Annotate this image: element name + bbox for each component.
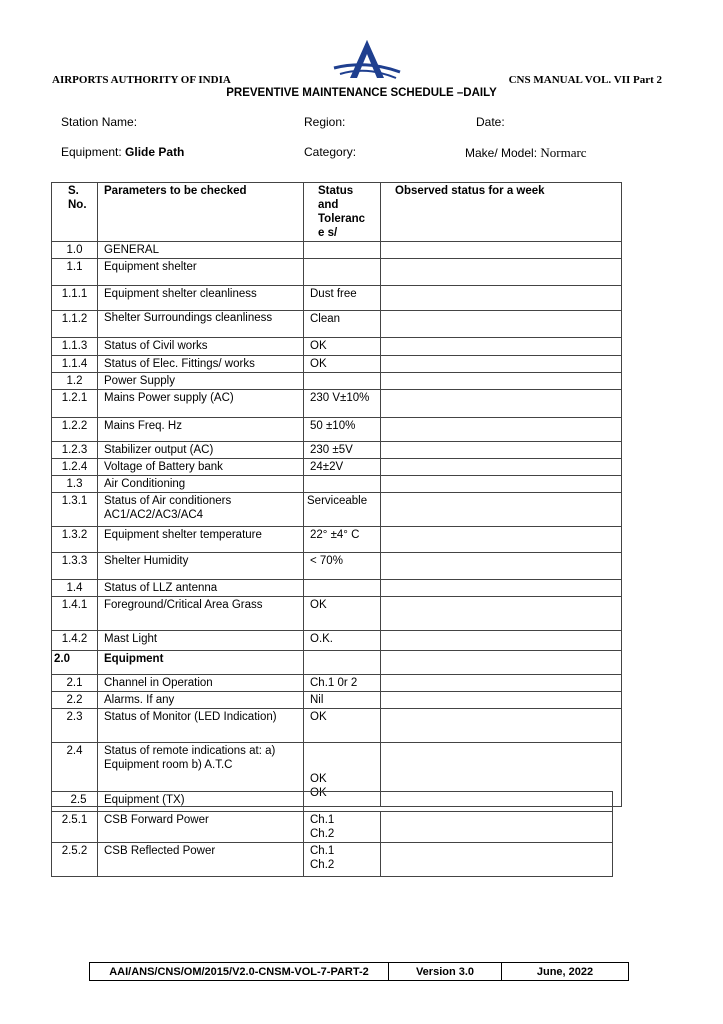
org-name: AIRPORTS AUTHORITY OF INDIA [52,74,231,86]
row-status: Serviceable [304,493,381,527]
row-no: 2.5.1 [52,812,98,843]
row-observed [381,311,622,338]
status-line-2: Ch.2 [310,828,335,840]
row-param: Status of LLZ antenna [98,580,304,597]
row-status: OK [304,356,381,373]
table-row [52,651,622,675]
row-no: 1.3.1 [52,493,98,527]
row-param: Status of Monitor (LED Indication) [98,709,304,743]
row-no: 1.4 [52,580,98,597]
row-status: Ch.1 0r 2 [304,675,381,692]
row-status: Clean [304,311,381,338]
row-status: 22° ±4° C [304,527,381,553]
row-no: 1.4.2 [52,631,98,651]
row-no: 1.3.3 [52,553,98,580]
row-observed [381,259,622,286]
equipment-label: Equipment: [61,145,126,159]
equipment-line [61,145,184,159]
table-row [52,373,622,390]
row-no: 1.2.4 [52,459,98,476]
table-row [52,843,613,877]
row-observed [381,286,622,311]
row-status: < 70% [304,553,381,580]
row-no: 1.2.1 [52,390,98,418]
row-observed [381,709,622,743]
row-no: 1.2.2 [52,418,98,442]
table-row [52,286,622,311]
row-param: Status of Civil works [98,338,304,356]
region-label: Region: [304,115,346,129]
page-title: PREVENTIVE MAINTENANCE SCHEDULE –DAILY [226,87,497,99]
row-no: 1.1.3 [52,338,98,356]
row-observed [381,493,622,527]
row-observed [381,692,622,709]
row-no: 2.5.2 [52,843,98,877]
row-observed [381,476,622,493]
table-row [52,709,622,743]
row-param: Mains Power supply (AC) [98,390,304,418]
row-observed [381,527,622,553]
manual-title: CNS MANUAL VOL. VII Part 2 [508,74,662,86]
row-param: Power Supply [98,373,304,390]
row-param: Mains Freq. Hz [98,418,304,442]
row-status [304,476,381,493]
table-row [52,692,622,709]
row-observed [381,442,622,459]
row-param: Stabilizer output (AC) [98,442,304,459]
row-status: Nil [304,692,381,709]
row-status: 230 V±10% [304,390,381,418]
row-no: 2.3 [52,709,98,743]
table-row [52,390,622,418]
row-no: 1.3.2 [52,527,98,553]
row-param: Status of Elec. Fittings/ works [98,356,304,373]
row-observed [381,356,622,373]
row-no: 2.1 [52,675,98,692]
row-no: 1.1.4 [52,356,98,373]
footer-version: Version 3.0 [389,963,502,980]
row-status [304,373,381,390]
row-status: Dust free [304,286,381,311]
status-line-2: Ch.2 [310,859,335,871]
row-observed [381,373,622,390]
row-param: Shelter Surroundings cleanliness [98,311,304,338]
row-param: Equipment shelter [98,259,304,286]
row-param: Equipment shelter cleanliness [98,286,304,311]
row-no: 2.4 [52,743,98,807]
table-header-row [52,183,622,242]
row-no: 2.5 [52,792,98,812]
footer-doc-code: AAI/ANS/CNS/OM/2015/V2.0-CNSM-VOL-7-PART-2 [90,963,389,980]
row-param: Alarms. If any [98,692,304,709]
table-row [52,553,622,580]
table-row [52,493,622,527]
status-line-2: OK [310,787,327,799]
row-param: Equipment [98,651,304,675]
row-status [304,792,613,812]
row-param: Status of remote indications at: a) Equipment room b) A.T.C [98,743,304,807]
footer-date: June, 2022 [536,965,594,978]
row-status [304,259,381,286]
row-no: 1.2 [52,373,98,390]
row-param: GENERAL [98,242,304,259]
row-param: Shelter Humidity [98,553,304,580]
status-line-1: Ch.1 [310,845,335,857]
table-row [52,442,622,459]
row-no: 1.0 [52,242,98,259]
table-row [52,812,613,843]
row-observed [381,597,622,631]
row-param: Voltage of Battery bank [98,459,304,476]
table-row [52,418,622,442]
row-param: CSB Forward Power [98,812,304,843]
row-no: 2.0 [52,651,98,675]
table-row [52,338,622,356]
row-param: Status of Air conditioners AC1/AC2/AC3/AC4 [98,493,304,527]
equipment-value: Glide Path [125,145,185,159]
row-param: CSB Reflected Power [98,843,304,877]
table-row [52,356,622,373]
row-status: OK [304,709,381,743]
table-row [52,476,622,493]
aai-logo-icon [330,38,404,82]
row-param: Equipment shelter temperature [98,527,304,553]
row-no: 2.2 [52,692,98,709]
row-no: 1.2.3 [52,442,98,459]
table-row [52,580,622,597]
row-observed [381,580,622,597]
table-row [52,792,613,812]
row-status [304,651,381,675]
row-status [304,843,381,877]
row-param: Channel in Operation [98,675,304,692]
row-param: Foreground/Critical Area Grass [98,597,304,631]
category-label: Category: [304,145,357,159]
row-observed [381,242,622,259]
table-row [52,597,622,631]
header-sno: S. No. [52,183,98,242]
document-footer [89,962,629,981]
make-value: Normarc [540,145,587,160]
row-status [304,242,381,259]
make-label: Make/ Model: [465,146,541,160]
row-observed [381,418,622,442]
row-status [304,580,381,597]
row-param: Mast Light [98,631,304,651]
row-param: Equipment (TX) [98,792,304,812]
table-row [52,259,622,286]
row-observed [381,675,622,692]
row-observed [381,651,622,675]
row-status: OK [304,597,381,631]
header-observed: Observed status for a week [381,183,622,242]
row-observed [381,843,613,877]
row-status: O.K. [304,631,381,651]
row-no: 1.1.1 [52,286,98,311]
table-row [52,631,622,651]
row-observed [381,553,622,580]
row-observed [381,812,613,843]
status-line-1: OK [310,773,327,785]
row-status [304,812,381,843]
header-status: Status and Toleranc e s/ [304,183,381,242]
row-status: 230 ±5V [304,442,381,459]
row-status: 24±2V [304,459,381,476]
table-row [52,527,622,553]
table-row [52,675,622,692]
row-no: 1.3 [52,476,98,493]
row-no: 1.1 [52,259,98,286]
status-line-1: Ch.1 [310,814,335,826]
schedule-table [51,182,622,807]
date-label: Date: [476,115,505,129]
row-observed [381,631,622,651]
row-observed [381,338,622,356]
row-no: 1.1.2 [52,311,98,338]
table-row [52,459,622,476]
row-status: 50 ±10% [304,418,381,442]
row-no: 1.4.1 [52,597,98,631]
row-observed [381,459,622,476]
header-param: Parameters to be checked [98,183,304,242]
schedule-table-continued [51,791,613,877]
table-row [52,311,622,338]
station-label: Station Name: [61,115,138,129]
make-line [465,145,587,161]
row-observed [381,390,622,418]
row-status: OK [304,338,381,356]
row-param: Air Conditioning [98,476,304,493]
table-row [52,242,622,259]
